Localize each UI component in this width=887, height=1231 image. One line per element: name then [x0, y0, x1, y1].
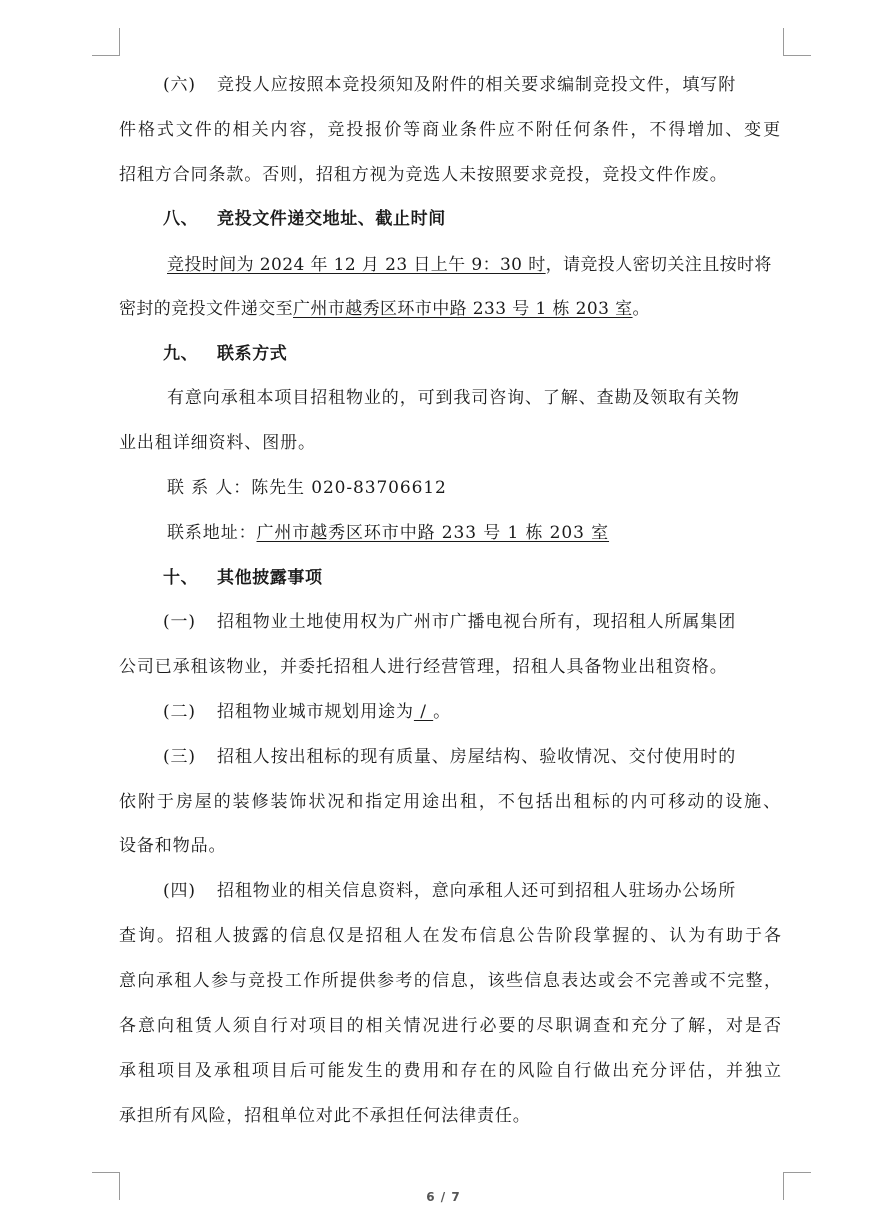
section-8-line-1 — [167, 253, 772, 277]
section-8-title: 竞投文件递交地址、截止时间 — [217, 209, 446, 229]
page-number: 6 / 7 — [426, 1190, 461, 1204]
contact-person-value: 陈先生 020-83706612 — [251, 478, 447, 498]
clause-6-number: (六) — [163, 75, 196, 95]
section-8-line-2-prefix: 密封的竞投文件递交至 — [119, 299, 293, 319]
item-4-line-5: 承租项目及承租项目后可能发生的费用和存在的风险自行做出充分评估，并独立 — [119, 1061, 781, 1081]
item-4-line-6: 承担所有风险，招租单位对此不承担任何法律责任。 — [119, 1106, 531, 1126]
section-8-line-2-suffix: 。 — [632, 299, 650, 319]
section-8-heading — [163, 207, 446, 231]
item-3-text-1: 招租人按出租标的现有质量、房屋结构、验收情况、交付使用时的 — [217, 747, 737, 767]
corner-mark-top-right — [783, 28, 811, 56]
item-2-line — [163, 700, 451, 724]
item-4-text-1: 招租物业的相关信息资料，意向承租人还可到招租人驻场办公场所 — [217, 881, 737, 901]
item-4-line-1 — [163, 879, 781, 903]
item-2-text: 招租物业城市规划用途为 — [217, 702, 414, 722]
contact-address-label: 联系地址： — [167, 523, 257, 543]
section-10-heading — [163, 566, 323, 590]
clause-6-line-3: 招租方合同条款。否则，招租方视为竞选人未按照要求竞投，竞投文件作废。 — [119, 165, 728, 185]
section-9-heading — [163, 342, 287, 366]
item-3-line-3: 设备和物品。 — [119, 836, 227, 856]
section-10-number: 十、 — [163, 568, 199, 588]
item-4-line-4: 各意向租赁人须自行对项目的相关情况进行必要的尽职调查和充分了解，对是否 — [119, 1016, 781, 1036]
item-1-text-1: 招租物业土地使用权为广州市广播电视台所有，现招租人所属集团 — [217, 612, 737, 632]
section-9-line-1: 有意向承租本项目招租物业的，可到我司咨询、了解、查勘及领取有关物 — [167, 388, 740, 408]
item-3-line-2: 依附于房屋的装修装饰状况和指定用途出租，不包括出租标的内可移动的设施、 — [119, 792, 781, 812]
submission-address: 广州市越秀区环市中路 233 号 1 栋 203 室 — [293, 299, 633, 319]
clause-6-line-1 — [163, 73, 781, 97]
section-9-title: 联系方式 — [217, 344, 288, 364]
section-8-number: 八、 — [163, 209, 199, 229]
contact-address-line — [167, 521, 609, 545]
planned-use-value: / — [413, 702, 434, 722]
item-1-number: (一) — [163, 612, 196, 632]
item-4-number: (四) — [163, 881, 196, 901]
contact-person-label: 联 系 人： — [167, 478, 252, 498]
clause-6-text-1: 竞投人应按照本竞投须知及附件的相关要求编制竞投文件，填写附 — [217, 75, 737, 95]
item-1-line-2: 公司已承租该物业，并委托招租人进行经营管理，招租人具备物业出租资格。 — [119, 657, 728, 677]
item-3-line-1 — [163, 745, 781, 769]
item-4-line-3: 意向承租人参与竞投工作所提供参考的信息，该些信息表达或会不完善或不完整， — [119, 971, 781, 991]
section-8-line-1-rest: ，请竞投人密切关注且按时将 — [545, 255, 772, 275]
item-4-line-2: 查询。招租人披露的信息仅是招租人在发布信息公告阶段掌握的、认为有助于各 — [119, 926, 781, 946]
section-10-title: 其他披露事项 — [217, 568, 323, 588]
bid-time: 竞投时间为 2024 年 12 月 23 日上午 9：30 时 — [167, 255, 546, 275]
contact-address-value: 广州市越秀区环市中路 233 号 1 栋 203 室 — [256, 523, 610, 543]
section-8-line-2 — [119, 297, 650, 321]
section-9-number: 九、 — [163, 344, 199, 364]
item-1-line-1 — [163, 610, 781, 634]
item-3-number: (三) — [163, 747, 196, 767]
contact-person-line — [167, 476, 447, 500]
item-2-number: (二) — [163, 702, 196, 722]
clause-6-line-2: 件格式文件的相关内容，竞投报价等商业条件应不附任何条件，不得增加、变更 — [119, 120, 781, 140]
section-9-line-2: 业出租详细资料、图册。 — [119, 433, 316, 453]
corner-mark-top-left — [92, 28, 120, 56]
item-2-suffix: 。 — [433, 702, 452, 722]
